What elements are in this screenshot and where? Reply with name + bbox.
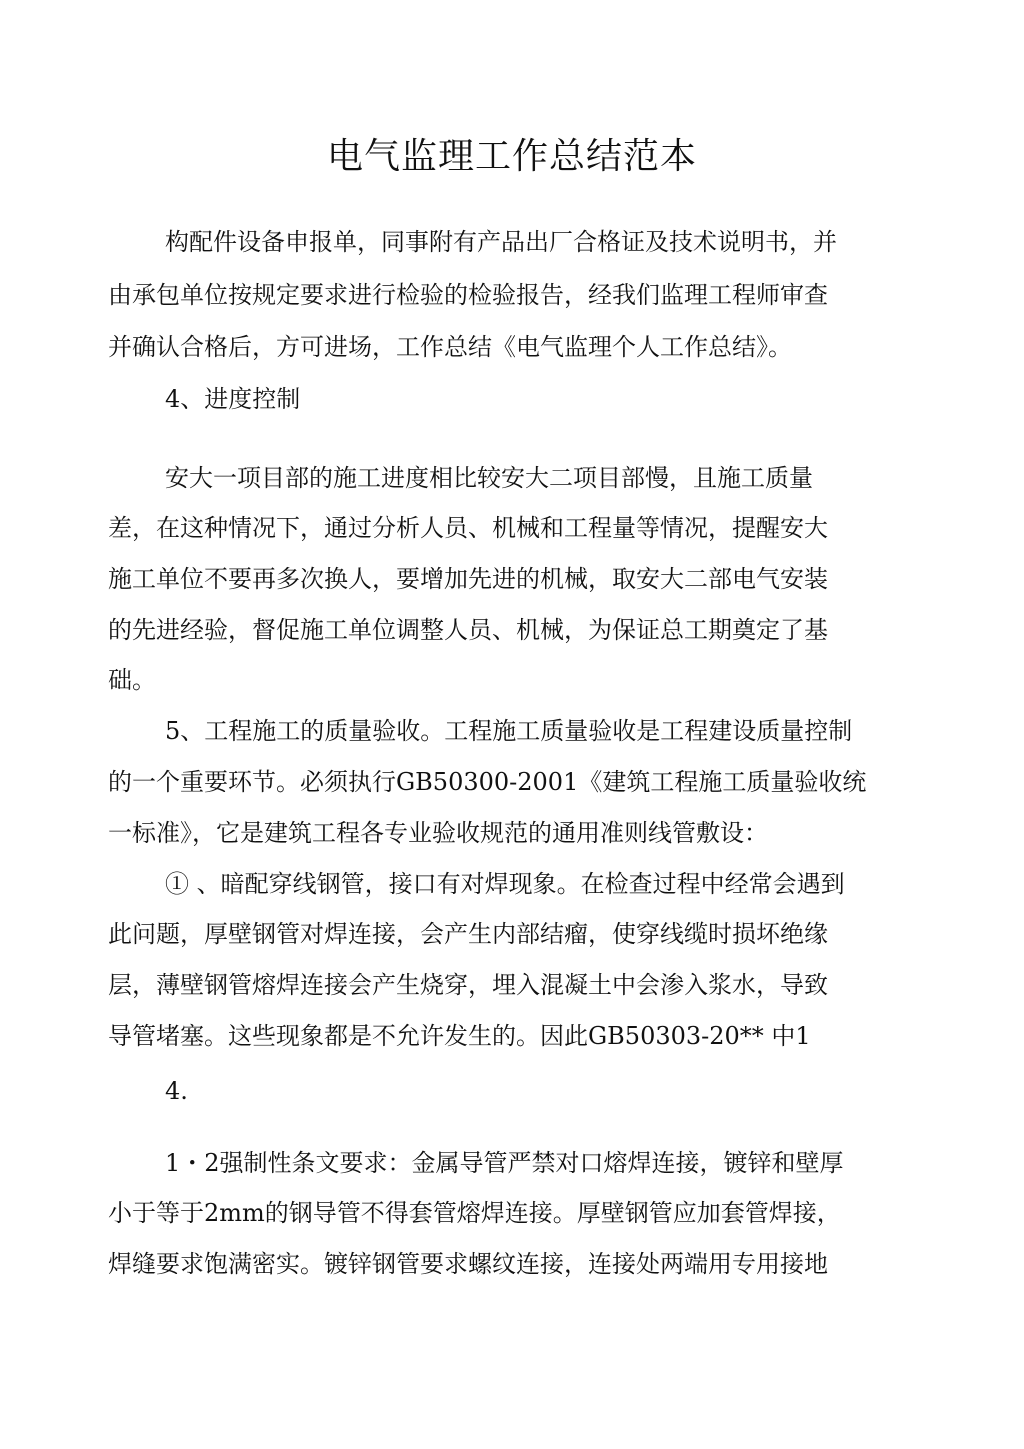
paragraph-line: 焊缝要求饱满密实。镀锌钢管要求螺纹连接，连接处两端用专用接地 (108, 1250, 828, 1278)
paragraph-line: 差，在这种情况下，通过分析人员、机械和工程量等情况，提醒安大 (108, 514, 828, 542)
paragraph-line: ① 、暗配穿线钢管，接口有对焊现象。在检查过程中经常会遇到 (165, 870, 845, 898)
paragraph-line: 构配件设备申报单，同事附有产品出厂合格证及技术说明书，并 (165, 228, 837, 256)
paragraph-line: 导管堵塞。这些现象都是不允许发生的。因此GB50303-20** 中1 (108, 1022, 811, 1050)
paragraph-line: 层，薄壁钢管熔焊连接会产生烧穿，埋入混凝土中会渗入浆水，导致 (108, 971, 828, 999)
paragraph-line: 施工单位不要再多次换人，要增加先进的机械，取安大二部电气安装 (108, 565, 828, 593)
section-heading: 4、进度控制 (165, 385, 301, 413)
document-title: 电气监理工作总结范本 (326, 136, 697, 177)
paragraph-line: 的先进经验，督促施工单位调整人员、机械，为保证总工期奠定了基 (108, 616, 828, 644)
paragraph-line: 并确认合格后，方可进场，工作总结《电气监理个人工作总结》。 (108, 333, 792, 361)
paragraph-line: 础。 (108, 666, 156, 694)
paragraph-line: 一标准》，它是建筑工程各专业验收规范的通用准则线管敷设： (108, 819, 768, 847)
paragraph-line: 小于等于2mm的钢导管不得套管熔焊连接。厚壁钢管应加套管焊接， (108, 1199, 841, 1227)
paragraph-line: 此问题，厚壁钢管对焊连接，会产生内部结瘤，使穿线缆时损坏绝缘 (108, 920, 828, 948)
paragraph-line: 1・2强制性条文要求：金属导管严禁对口熔焊连接，镀锌和壁厚 (165, 1149, 844, 1177)
paragraph-line: 5、工程施工的质量验收。工程施工质量验收是工程建设质量控制 (165, 717, 853, 745)
paragraph-line: 由承包单位按规定要求进行检验的检验报告，经我们监理工程师审查 (108, 281, 828, 309)
paragraph-line: 安大一项目部的施工进度相比较安大二项目部慢，且施工质量 (165, 464, 813, 492)
paragraph-line: 的一个重要环节。必须执行GB50300-2001《建筑工程施工质量验收统 (108, 768, 867, 796)
paragraph-line: 4. (165, 1077, 188, 1105)
